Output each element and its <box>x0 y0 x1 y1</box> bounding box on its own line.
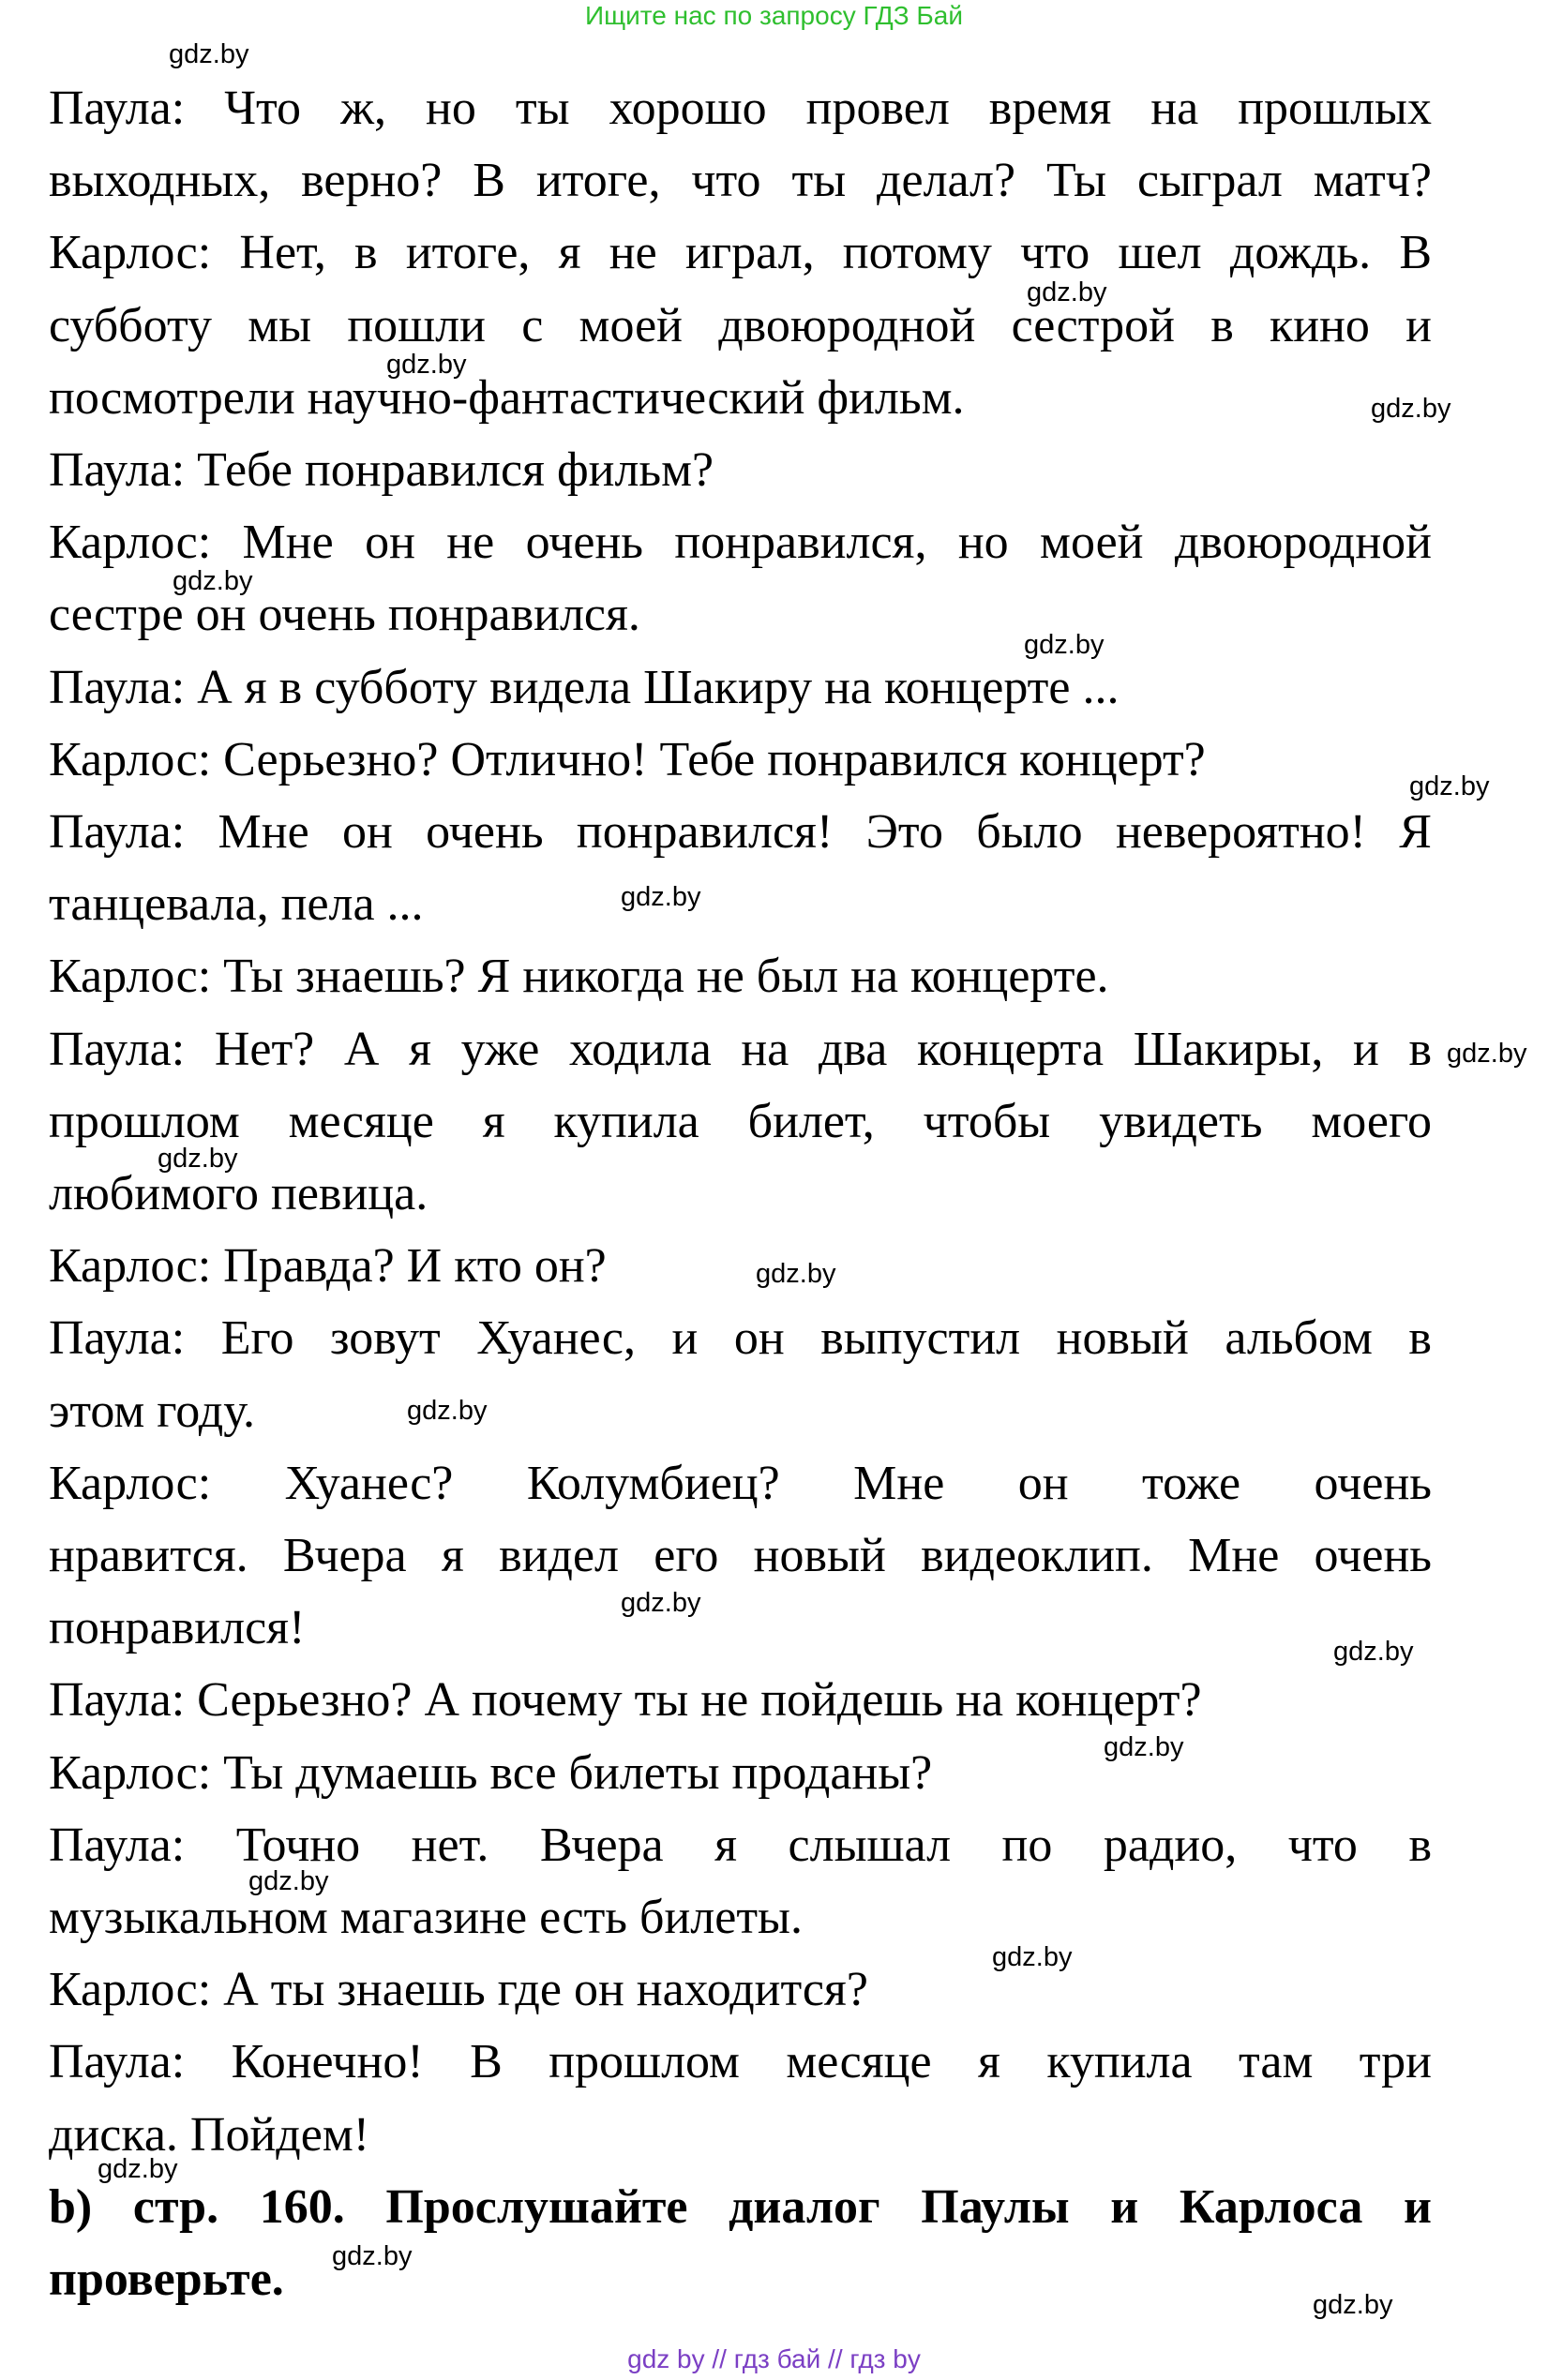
dialogue-line: Карлос: А ты знаешь где он находится? <box>49 1963 868 2016</box>
watermark: gdz.by <box>173 566 253 596</box>
watermark: gdz.by <box>1333 1637 1414 1667</box>
dialogue-line: этом году. <box>49 1385 256 1438</box>
dialogue-line: сестре он очень понравился. <box>49 588 640 641</box>
dialogue-line: выходных, верно? В итоге, что ты делал? Ты сыграл матч? <box>49 154 1432 207</box>
task-heading: b) стр. 160. Прослушайте диалог Паулы и Карлоса и <box>49 2180 1432 2234</box>
dialogue-line: Паула: Мне он очень понравился! Это было невероятно! Я <box>49 805 1432 859</box>
footer-links: gdz by // гдз бай // гдз by <box>627 2344 921 2373</box>
dialogue-line: диска. Пойдем! <box>49 2108 370 2162</box>
dialogue-line: Карлос: Нет, в итоге, я не играл, потому что шел дождь. В <box>49 226 1432 279</box>
watermark: gdz.by <box>1409 771 1490 801</box>
watermark: gdz.by <box>756 1259 836 1289</box>
watermark: gdz.by <box>1447 1039 1527 1069</box>
watermark: gdz.by <box>621 1588 701 1618</box>
dialogue-line: субботу мы пошли с моей двоюродной сестрой в кино и <box>49 299 1432 352</box>
watermark: gdz.by <box>1024 630 1105 660</box>
dialogue-line: Карлос: Ты думаешь все билеты проданы? <box>49 1746 933 1800</box>
dialogue-line: Паула: Точно нет. Вчера я слышал по радио, что в <box>49 1819 1432 1872</box>
watermark: gdz.by <box>407 1396 488 1426</box>
watermark: gdz.by <box>1371 394 1451 424</box>
watermark: gdz.by <box>1104 1732 1184 1762</box>
watermark: gdz.by <box>332 2241 413 2271</box>
dialogue-line: Паула: Тебе понравился фильм? <box>49 443 714 497</box>
dialogue-line: Карлос: Ты знаешь? Я никогда не был на концерте. <box>49 950 1109 1003</box>
dialogue-line: Карлос: Мне он не очень понравился, но моей двоюродной <box>49 516 1432 569</box>
task-heading: проверьте. <box>49 2253 284 2306</box>
dialogue-line: Карлос: Хуанес? Колумбиец? Мне он тоже очень <box>49 1457 1432 1510</box>
watermark: gdz.by <box>992 1942 1073 1972</box>
dialogue-line: Паула: Нет? А я уже ходила на два концерта Шакиры, и в <box>49 1023 1432 1076</box>
dialogue-line: Паула: Конечно! В прошлом месяце я купила там три <box>49 2035 1432 2088</box>
dialogue-line: нравится. Вчера я видел его новый видеоклип. Мне очень <box>49 1529 1432 1582</box>
watermark: gdz.by <box>1313 2290 1393 2320</box>
dialogue-line: танцевала, пела ... <box>49 877 424 931</box>
dialogue-line: Паула: А я в субботу видела Шакиру на концерте ... <box>49 661 1120 714</box>
dialogue-line: Паула: Серьезно? А почему ты не пойдешь на концерт? <box>49 1673 1202 1727</box>
dialogue-line: прошлом месяце я купила билет, чтобы увидеть моего <box>49 1095 1432 1148</box>
watermark: gdz.by <box>248 1866 329 1896</box>
watermark: gdz.by <box>98 2154 178 2184</box>
watermark: gdz.by <box>169 39 249 69</box>
dialogue-line: Паула: Что ж, но ты хорошо провел время на прошлых <box>49 82 1432 135</box>
watermark: gdz.by <box>1027 277 1107 307</box>
watermark: gdz.by <box>158 1144 238 1174</box>
dialogue-line: Паула: Его зовут Хуанес, и он выпустил новый альбом в <box>49 1311 1432 1365</box>
watermark: gdz.by <box>621 882 701 912</box>
dialogue-line: Карлос: Правда? И кто он? <box>49 1239 607 1293</box>
dialogue-line: музыкальном магазине есть билеты. <box>49 1891 803 1944</box>
dialogue-line: Карлос: Серьезно? Отлично! Тебе понравился концерт? <box>49 733 1206 786</box>
dialogue-line: посмотрели научно-фантастический фильм. <box>49 371 965 425</box>
site-search-banner: Ищите нас по запросу ГДЗ Бай <box>584 1 964 30</box>
dialogue-line: любимого певица. <box>49 1167 428 1220</box>
dialogue-line: понравился! <box>49 1601 306 1654</box>
watermark: gdz.by <box>386 350 467 380</box>
